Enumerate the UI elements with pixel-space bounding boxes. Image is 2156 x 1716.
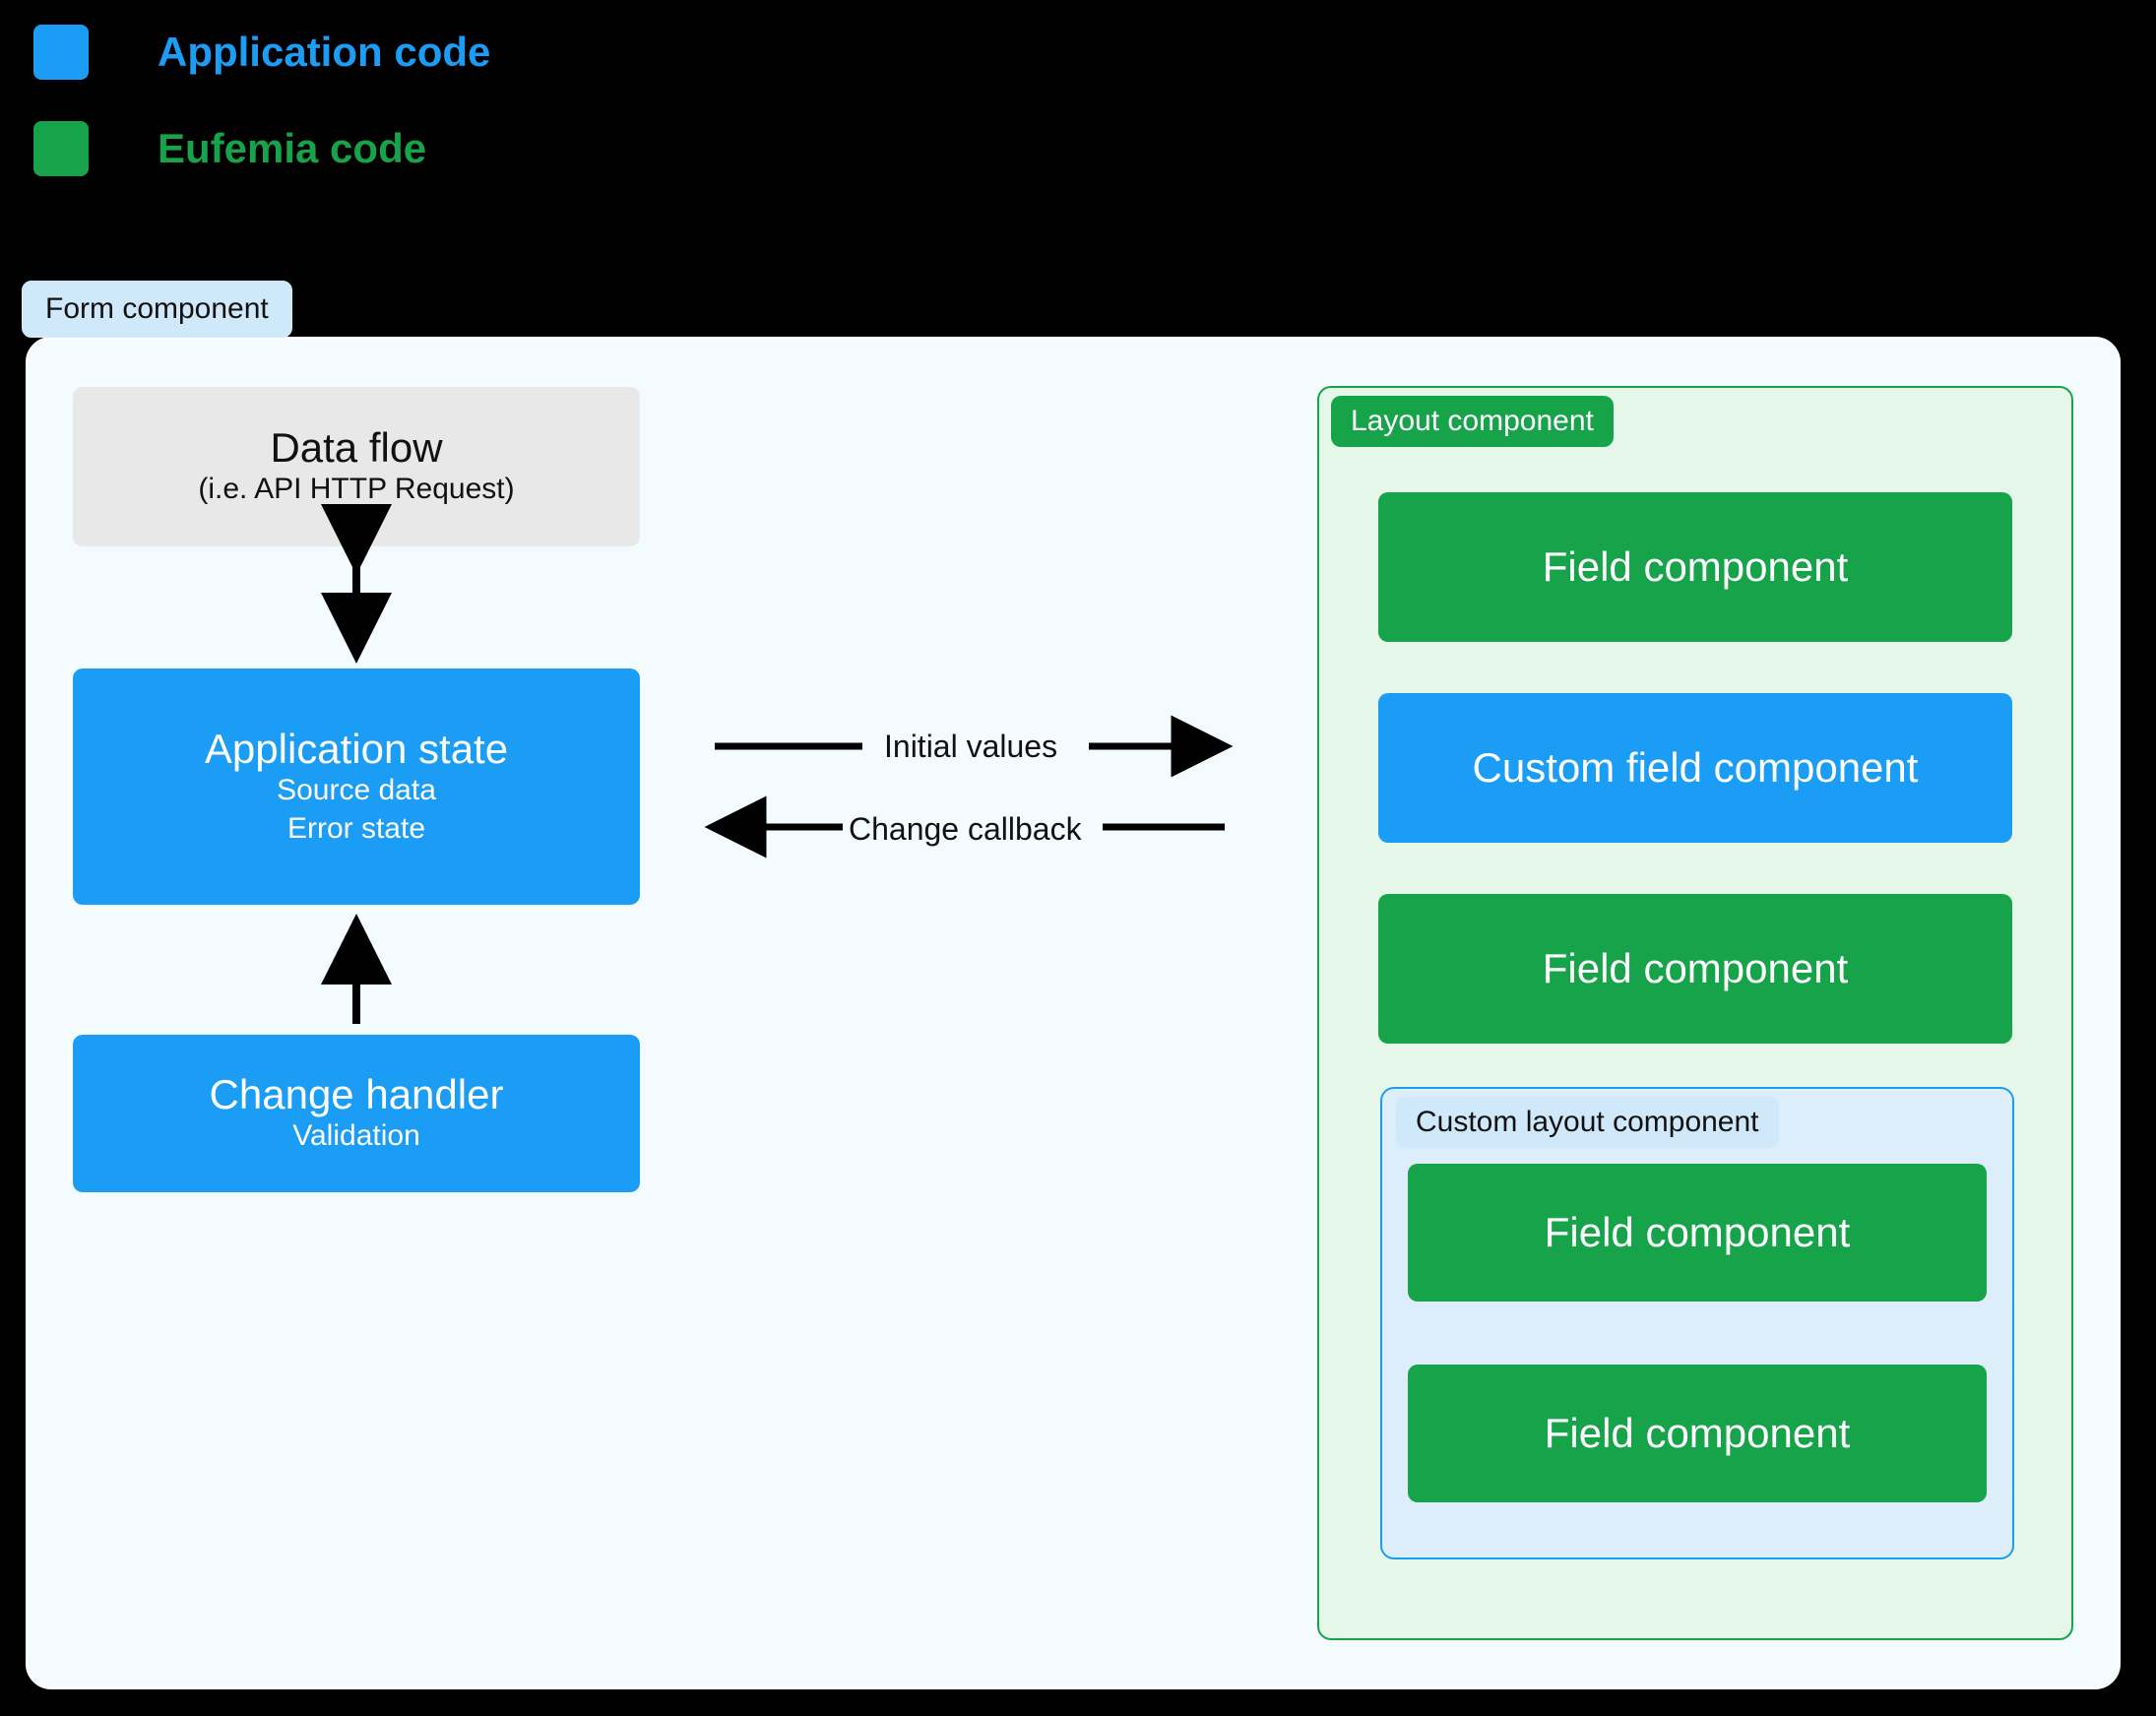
node-data-flow bbox=[73, 387, 640, 546]
arrow-label-initial-values: Initial values bbox=[884, 729, 1058, 764]
node-application-state bbox=[73, 668, 640, 905]
node-change-handler-validation: Validation bbox=[292, 1119, 420, 1153]
field-component-4: Field component bbox=[1408, 1365, 1987, 1502]
node-application-state-title: Application state bbox=[204, 726, 509, 773]
node-change-handler bbox=[73, 1035, 640, 1192]
legend-swatch-application-code bbox=[33, 25, 89, 80]
legend-item-eufemia-code bbox=[33, 118, 490, 179]
node-data-flow-title: Data flow bbox=[270, 424, 443, 472]
node-change-handler-title: Change handler bbox=[209, 1071, 504, 1118]
field-component-3: Field component bbox=[1408, 1164, 1987, 1302]
legend-item-application-code bbox=[33, 22, 490, 83]
legend bbox=[33, 22, 490, 215]
legend-label-eufemia-code: Eufemia code bbox=[158, 125, 427, 171]
form-component-tag: Form component bbox=[22, 281, 292, 338]
node-application-state-source-data: Source data bbox=[277, 774, 436, 807]
field-component-1: Field component bbox=[1378, 492, 2012, 642]
field-component-2: Field component bbox=[1378, 894, 2012, 1044]
custom-field-component: Custom field component bbox=[1378, 693, 2012, 843]
custom-layout-component-tag: Custom layout component bbox=[1396, 1097, 1779, 1148]
legend-label-application-code: Application code bbox=[158, 29, 491, 75]
arrow-label-change-callback: Change callback bbox=[849, 811, 1082, 847]
legend-swatch-eufemia-code bbox=[33, 121, 89, 176]
node-data-flow-subtitle: (i.e. API HTTP Request) bbox=[198, 473, 515, 506]
node-application-state-error-state: Error state bbox=[286, 811, 426, 845]
layout-component-tag: Layout component bbox=[1331, 396, 1614, 447]
